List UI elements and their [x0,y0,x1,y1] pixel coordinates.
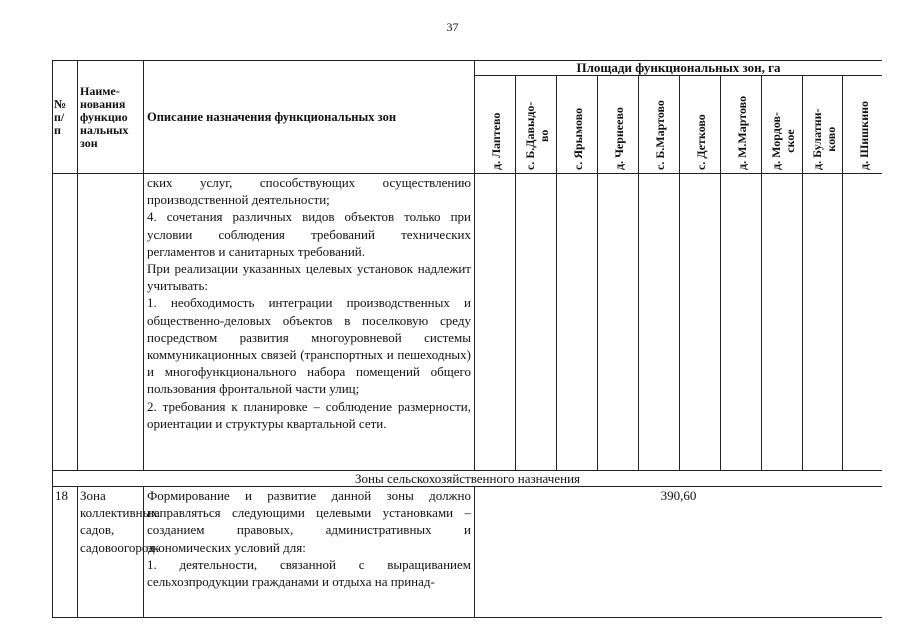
settlement-label-line: д. М.Мартово [735,95,749,170]
description-paragraph: При реализации указанных целевых установок надлежит учитывать: [147,261,471,294]
settlement-label-line: д. Булатни- [810,108,824,170]
area-cell [721,174,762,471]
settlement-label [769,112,797,170]
settlement-label [653,100,667,170]
settlement-header [803,76,843,174]
description-paragraph: 1. деятельности, связанной с выращиванием сельхозпродукции гражданами и отдыха на принад- [147,556,471,590]
settlement-header [516,76,557,174]
continuation-number-cell [53,174,78,471]
header-number-line: п/ [54,109,65,124]
header-number-line: п [54,122,61,137]
settlement-label-line: с. Б.Мартово [653,100,667,170]
settlement-label-line: во [537,129,551,142]
settlement-label-line: д. Шишкино [857,100,871,170]
area-cell [598,174,639,471]
header-name-line: Наиме- [80,83,120,98]
settlement-label [857,101,871,170]
header-zone-name [78,61,144,174]
description-paragraph: ских услуг, способствующих осуществлению производственной деятельности; [147,175,471,208]
area-cell [803,174,843,471]
area-cell [762,174,803,471]
description-paragraph: 4. сочетания различных видов объектов только при условии соблюдения требований технических регламентов и санитарных требований. [147,209,471,259]
area-cell [639,174,680,471]
header-name-line: нальных [80,122,129,137]
area-cell [680,174,721,471]
settlement-header [843,76,883,174]
settlement-label [489,113,503,170]
settlement-label-line: д. Лаптево [489,112,503,170]
settlement-header [639,76,680,174]
settlement-label-line: с. Б.Давыдо- [523,101,537,170]
settlement-label [612,107,626,170]
zones-table [52,60,882,618]
settlement-header [762,76,803,174]
section-title: Зоны сельскохозяйственного назначения [53,471,883,487]
zone-name: Зона коллективных садов, садовоогород- [78,487,144,618]
area-cell [557,174,598,471]
description-paragraph: 1. необходимость интеграции производственных и общественно-деловых объектов в поселковую среду посредством развития многоуровневой системы коммуникационных связей (транспортных и пешеходных) и многофункционального набора помещений общего пользования фронтальной части улиц; [147,295,471,397]
settlement-label-line: ково [824,126,838,152]
header-areas-title: Площади функциональных зон, га [475,61,883,76]
settlement-header [680,76,721,174]
description-paragraph: Формирование и развитие данной зоны должно направляться следующими целевыми установками – созданием правовых, административных и экономических условий для: [147,488,471,555]
page-number: 37 [446,20,459,34]
settlement-label [735,96,749,170]
zone-area-value: 390,60 [475,487,883,618]
description-paragraph: 2. требования к планировке – соблюдение размерности, ориентации и структуры квартальной сети. [147,398,471,431]
header-description: Описание назначения функциональных зон [144,61,475,174]
settlement-label-line: д. Чернеево [612,107,626,170]
area-cell [516,174,557,471]
settlement-label-line: д. Мордов- [769,111,783,170]
functional-zones-table [52,60,882,620]
settlement-label [694,114,708,170]
settlement-label-line: ское [783,129,797,153]
settlement-header [475,76,516,174]
settlement-label-line: с. Детково [694,114,708,170]
area-cell [475,174,516,471]
header-number [53,61,78,174]
settlement-header [598,76,639,174]
row-number: 18 [53,487,78,618]
continuation-name-cell [78,174,144,471]
settlement-label [523,102,551,170]
settlement-label [810,108,838,170]
area-cell [843,174,883,471]
settlement-header [557,76,598,174]
header-name-line: зон [80,135,98,150]
settlement-label [571,108,585,170]
header-name-line: функцио [80,109,128,124]
zone-description [144,487,475,618]
settlement-label-line: с. Ярымово [571,107,585,170]
settlement-header [721,76,762,174]
header-name-line: нования [80,96,126,111]
header-number-line: № [54,96,67,111]
continuation-description [144,174,475,471]
